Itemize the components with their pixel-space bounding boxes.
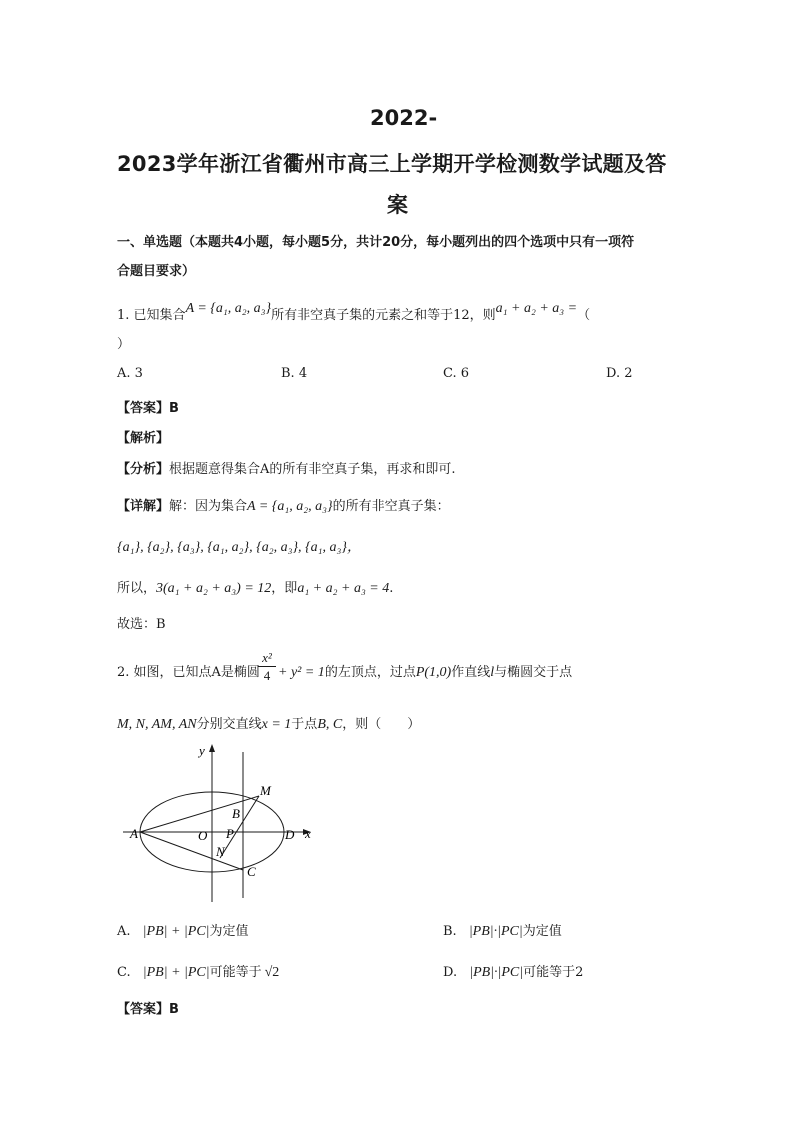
q2-points-bc: B, C (317, 717, 343, 732)
label-x: x (305, 826, 311, 841)
label-y: y (199, 743, 205, 758)
q2-text-4: 作直线 (451, 665, 491, 680)
title-line-1: 2022- (370, 106, 438, 130)
q2-line-l: l (490, 665, 495, 680)
q2-text-1: 如图，已知点A是椭圆 (133, 665, 260, 680)
q1-expr: a₁ + a₂ + a₃ = (495, 301, 578, 316)
section-header-line-2: 合题目要求） (117, 264, 196, 279)
q2-line2-text-3: ，则（ ） (342, 717, 421, 732)
q1-option-c[interactable]: C. 6 (443, 366, 470, 381)
q2-option-a-tail: 为定值 (209, 924, 249, 939)
q1-fenxi-tag: 【分析】 (117, 462, 170, 477)
q1-so-eq2: a₁ + a₂ + a₃ = 4 (297, 581, 390, 596)
q1-answer: 【答案】B (117, 401, 179, 416)
q1-number: 1. (117, 308, 130, 323)
q1-paren-open: （ (577, 308, 591, 323)
q2-answer: 【答案】B (117, 1002, 179, 1017)
q2-option-a-expr: |PB| + |PC| (142, 924, 210, 939)
q2-fraction-denominator: 4 (263, 668, 271, 683)
q1-set: A = {a₁, a₂, a₃} (185, 301, 272, 316)
q2-option-c-sqrt: √2 (264, 965, 280, 980)
q2-number: 2. (117, 665, 130, 680)
label-o: O (198, 828, 208, 843)
title-line-2: 2023学年浙江省衢州市高三上学期开学检测数学试题及答 (117, 152, 667, 176)
q1-conclusion (117, 577, 393, 597)
q2-option-a[interactable] (117, 920, 249, 940)
q1-so-mid: ，即 (271, 581, 298, 596)
label-m: M (260, 783, 271, 798)
q1-option-a[interactable]: A. 3 (117, 366, 143, 381)
q1-so-end: . (389, 581, 394, 596)
q2-fraction-numerator: x² (262, 650, 272, 665)
q2-option-b[interactable] (443, 920, 562, 940)
q2-stem-line-1b (278, 661, 572, 681)
q2-option-c-letter: C. (117, 965, 131, 980)
q1-xiangjie-tag: 【详解】 (117, 499, 170, 514)
q2-option-d-expr: |PB|·|PC| (469, 965, 524, 980)
label-b: B (232, 806, 240, 821)
q1-subsets: {a₁}, {a₂}, {a₃}, {a₁, a₂}, {a₂, a₃}, {a₁, a₃}， (117, 540, 361, 555)
q2-stem-line-2 (117, 713, 420, 733)
q2-text-3: 的左顶点，过点 (324, 665, 416, 680)
label-p: P (226, 826, 234, 841)
section-header-line-1: 一、单选题（本题共4小题，每小题5分，共计20分，每小题列出的四个选项中只有一项符 (117, 235, 635, 250)
q1-fenxi-text: 根据题意得集合A的所有非空真子集，再求和即可. (169, 462, 456, 477)
q2-option-c-tail: 可能等于 (209, 965, 262, 980)
q1-analysis-head: 【解析】 (117, 431, 170, 446)
q2-option-a-letter: A. (117, 924, 131, 939)
q1-xiangjie-post: 的所有非空真子集： (332, 499, 450, 514)
q2-option-d-tail: 可能等于2 (523, 965, 584, 980)
title-line-3: 案 (387, 193, 408, 217)
q1-text-mid: 所有非空真子集的元素之和等于12，则 (271, 308, 496, 323)
q1-option-d[interactable]: D. 2 (606, 366, 633, 381)
q1-so-pre: 所以， (117, 581, 157, 596)
label-n: N (216, 844, 225, 859)
q1-text-pre: 已知集合 (133, 308, 186, 323)
q2-ellipse-figure (115, 740, 330, 905)
q1-paren-close: ） (117, 337, 131, 352)
line-am (140, 796, 259, 832)
q1-xiangjie (117, 495, 450, 515)
q2-option-c[interactable] (117, 961, 279, 981)
y-axis-arrow (209, 744, 215, 752)
label-a: A (130, 826, 138, 841)
q2-option-b-tail: 为定值 (522, 924, 562, 939)
q2-line-x1: x = 1 (261, 717, 292, 732)
q1-so-eq1: 3(a₁ + a₂ + a₃) = 12 (156, 581, 272, 596)
q2-option-b-letter: B. (443, 924, 457, 939)
q2-point-p: P(1,0) (415, 665, 452, 680)
label-c: C (247, 864, 256, 879)
q1-fenxi (117, 458, 456, 477)
q1-choose: 故选：B (117, 617, 166, 632)
q2-text-5: 与椭圆交于点 (494, 665, 573, 680)
q2-option-b-expr: |PB|·|PC| (468, 924, 523, 939)
q1-stem (117, 301, 591, 324)
q2-line2-text-2: 于点 (291, 717, 318, 732)
q1-xiangjie-pre: 解：因为集合 (169, 499, 248, 514)
q2-option-d[interactable] (443, 961, 583, 981)
q2-fraction-bar (258, 666, 276, 667)
q2-fraction (258, 650, 276, 683)
q2-option-c-expr: |PB| + |PC| (142, 965, 210, 980)
q2-line2-text-1: 分别交直线 (196, 717, 262, 732)
label-d: D (285, 827, 295, 842)
q2-ellipse-eq: + y² = 1 (278, 665, 325, 680)
q2-points: M, N, AM, AN (117, 717, 197, 732)
q2-stem-line-1 (117, 661, 260, 680)
q1-xiangjie-set: A = {a₁, a₂, a₃} (247, 499, 333, 514)
q2-option-d-letter: D. (443, 965, 458, 980)
q1-option-b[interactable]: B. 4 (281, 366, 308, 381)
